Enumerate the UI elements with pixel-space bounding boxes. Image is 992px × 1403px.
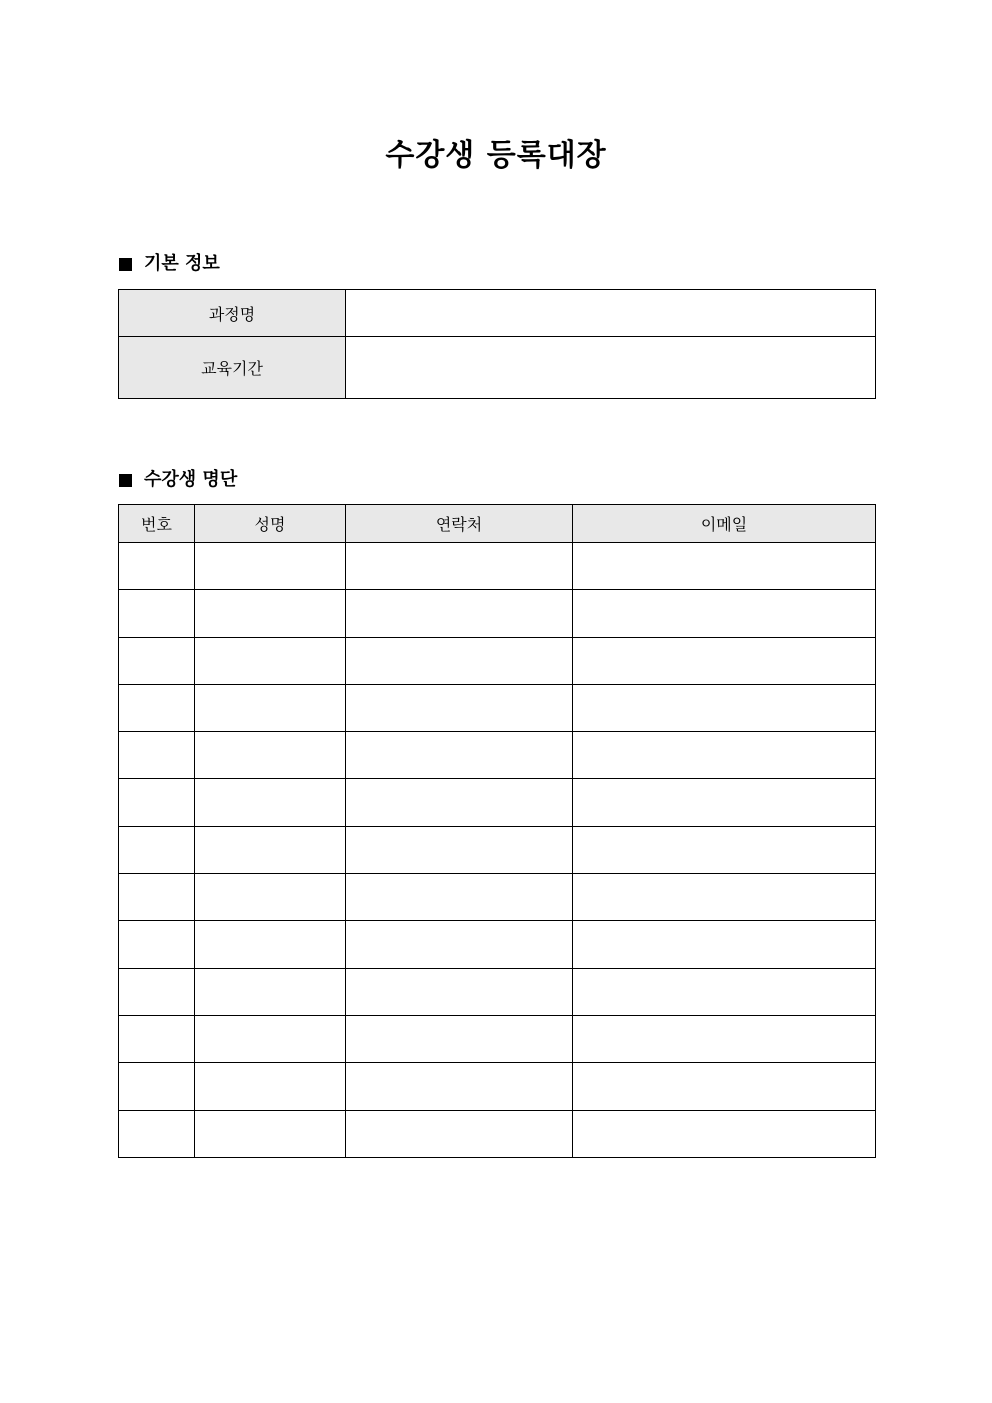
number-cell[interactable]: [119, 590, 195, 637]
email-cell[interactable]: [573, 874, 876, 921]
number-cell[interactable]: [119, 732, 195, 779]
contact-cell[interactable]: [346, 1110, 573, 1157]
email-cell[interactable]: [573, 826, 876, 873]
table-header-row: [119, 505, 876, 543]
number-cell[interactable]: [119, 684, 195, 731]
column-header-email: 이메일: [573, 505, 876, 543]
number-cell[interactable]: [119, 968, 195, 1015]
table-row-course-name: [119, 290, 876, 337]
name-cell[interactable]: [195, 779, 346, 826]
contact-cell[interactable]: [346, 637, 573, 684]
table-row: [119, 1063, 876, 1110]
email-cell[interactable]: [573, 543, 876, 590]
table-row: [119, 921, 876, 968]
section-heading-student-roster: [119, 468, 237, 492]
contact-cell[interactable]: [346, 590, 573, 637]
black-square-bullet-icon: [119, 258, 132, 271]
student-roster-table: [118, 504, 876, 1158]
email-cell[interactable]: [573, 968, 876, 1015]
number-cell[interactable]: [119, 1063, 195, 1110]
number-cell[interactable]: [119, 921, 195, 968]
table-row-training-period: [119, 337, 876, 399]
number-cell[interactable]: [119, 779, 195, 826]
training-period-label: 교육기간: [119, 337, 346, 399]
contact-cell[interactable]: [346, 921, 573, 968]
name-cell[interactable]: [195, 874, 346, 921]
contact-cell[interactable]: [346, 968, 573, 1015]
table-row: [119, 637, 876, 684]
email-cell[interactable]: [573, 921, 876, 968]
email-cell[interactable]: [573, 684, 876, 731]
email-cell[interactable]: [573, 779, 876, 826]
roster-body: [119, 543, 876, 1158]
table-row: [119, 684, 876, 731]
name-cell[interactable]: [195, 1110, 346, 1157]
table-row: [119, 732, 876, 779]
page-title: 수강생 등록대장: [385, 138, 607, 173]
table-row: [119, 1110, 876, 1157]
number-cell[interactable]: [119, 543, 195, 590]
contact-cell[interactable]: [346, 1063, 573, 1110]
table-row: [119, 590, 876, 637]
name-cell[interactable]: [195, 826, 346, 873]
name-cell[interactable]: [195, 637, 346, 684]
email-cell[interactable]: [573, 637, 876, 684]
section-heading-label: 수강생 명단: [144, 469, 238, 490]
table-row: [119, 779, 876, 826]
basic-info-table: [118, 289, 876, 399]
name-cell[interactable]: [195, 543, 346, 590]
table-row: [119, 543, 876, 590]
column-header-number: 번호: [119, 505, 195, 543]
column-header-name: 성명: [195, 505, 346, 543]
name-cell[interactable]: [195, 684, 346, 731]
table-row: [119, 1015, 876, 1062]
contact-cell[interactable]: [346, 779, 573, 826]
contact-cell[interactable]: [346, 1015, 573, 1062]
name-cell[interactable]: [195, 1015, 346, 1062]
course-name-field[interactable]: [346, 290, 876, 337]
name-cell[interactable]: [195, 921, 346, 968]
section-heading-label: 기본 정보: [144, 253, 220, 274]
course-name-label: 과정명: [119, 290, 346, 337]
number-cell[interactable]: [119, 874, 195, 921]
name-cell[interactable]: [195, 590, 346, 637]
black-square-bullet-icon: [119, 474, 132, 487]
column-header-contact: 연락처: [346, 505, 573, 543]
contact-cell[interactable]: [346, 543, 573, 590]
email-cell[interactable]: [573, 1063, 876, 1110]
table-row: [119, 874, 876, 921]
section-heading-basic-info: [119, 252, 220, 276]
email-cell[interactable]: [573, 1110, 876, 1157]
table-row: [119, 968, 876, 1015]
email-cell[interactable]: [573, 1015, 876, 1062]
contact-cell[interactable]: [346, 684, 573, 731]
number-cell[interactable]: [119, 826, 195, 873]
name-cell[interactable]: [195, 732, 346, 779]
number-cell[interactable]: [119, 1015, 195, 1062]
contact-cell[interactable]: [346, 874, 573, 921]
name-cell[interactable]: [195, 968, 346, 1015]
table-row: [119, 826, 876, 873]
number-cell[interactable]: [119, 637, 195, 684]
contact-cell[interactable]: [346, 732, 573, 779]
number-cell[interactable]: [119, 1110, 195, 1157]
email-cell[interactable]: [573, 590, 876, 637]
email-cell[interactable]: [573, 732, 876, 779]
contact-cell[interactable]: [346, 826, 573, 873]
name-cell[interactable]: [195, 1063, 346, 1110]
training-period-field[interactable]: [346, 337, 876, 399]
